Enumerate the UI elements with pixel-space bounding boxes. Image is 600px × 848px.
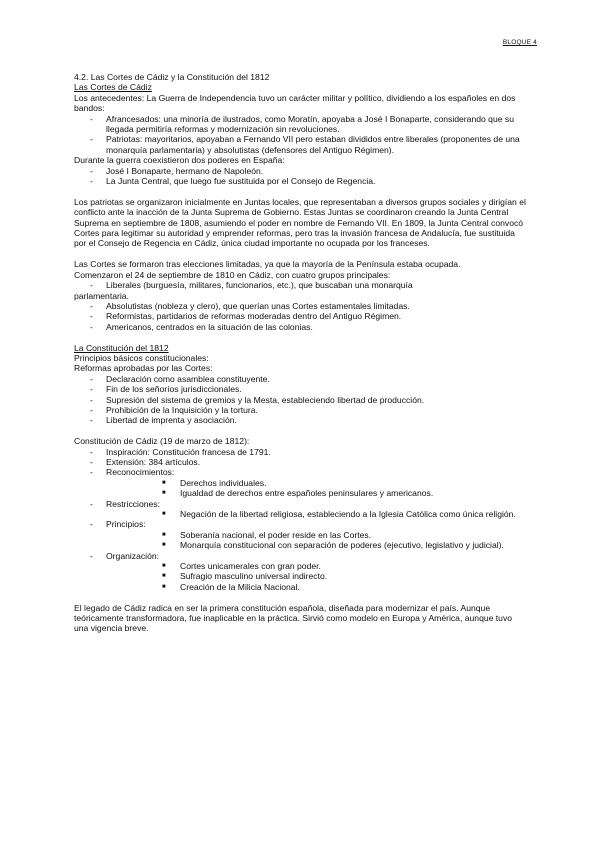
dash-marker: - (90, 404, 93, 415)
paragraph-cortes-1: Las Cortes se formaron tras elecciones limitadas, ya que la mayoría de la Península estaba ocupada. (74, 259, 461, 270)
sub-list-item: ■ Sufragio masculino universal indirecto. (74, 571, 526, 581)
section-heading-cortes: Las Cortes de Cádiz (74, 82, 152, 93)
list-item: - Libertad de imprenta y asociación. (74, 415, 526, 425)
dash-marker: - (90, 321, 93, 332)
dash-marker: - (90, 519, 93, 530)
dash-marker: - (90, 467, 93, 478)
sub-list-item: ■ Creación de la Milicia Nacional. (74, 582, 526, 592)
list-item: - Patriotas: mayoritarios, apoyaban a Fernando VII pero estaban divididos entre liberales (proponentes de una monarquía parlamentaria) y absolutistas (defensores del Antiguo Régimen). (74, 134, 526, 155)
list-item: - Extensión: 384 artículos. (74, 457, 526, 467)
dash-marker: - (90, 550, 93, 561)
paragraph-principios: Principios básicos constitucionales: (74, 352, 209, 363)
dash-marker: - (90, 176, 93, 187)
paragraph-legado: El legado de Cádiz radica en ser la primera constitución española, diseñada para modernizar el país. Aunque teóricamente transformadora, fue inaplicable en la práctica. Sirvió como modelo en Europa y América, aunque tuvo una vigencia breve. (74, 602, 513, 634)
dash-marker: - (90, 280, 93, 291)
dash-marker: - (90, 134, 93, 145)
list-item: - Americanos, centrados en la situación de las colonias. (74, 322, 526, 332)
square-marker: ■ (162, 490, 166, 497)
document-body (74, 72, 526, 634)
paragraph-antecedentes: Los antecedentes: La Guerra de Independencia tuvo un carácter militar y político, dividiendo a los españoles en dos bandos: (74, 92, 516, 114)
sub-list-item: ■ Cortes unicamerales con gran poder. (74, 561, 526, 571)
list-item: - Reconocimientos: (74, 467, 526, 477)
paragraph-juntas: Los patriotas se organizaron inicialmente en Juntas locales, que representaban a diversos grupos sociales y dirigían el conflicto ante la inacción de la Junta Suprema de Gobierno. Estas Juntas se coordinaron creando la Junta Central Suprema en septiembre de 1808, asumiendo el poder en nombre de Fernando VII. En 1809, la Junta Central convocó Cortes para legitimar su autoridad y emprender reformas, pero tras la invasión francesa de Andalucía, fue sustituida por el Consejo de Regencia en Cádiz, única ciudad importante no ocupada por los franceses. (74, 196, 526, 249)
dash-marker: - (90, 300, 93, 311)
header-tag: BLOQUE 4 (502, 39, 537, 46)
list-item: - Organización: (74, 551, 526, 561)
dash-marker: - (90, 165, 93, 176)
sub-list-item: ■ Igualdad de derechos entre españoles peninsulares y americanos. (74, 488, 526, 498)
dash-marker: - (90, 446, 93, 457)
square-marker: ■ (162, 542, 166, 549)
list-item: - Declaración como asamblea constituyente. (74, 374, 526, 384)
paragraph-constitucion: Constitución de Cádiz (19 de marzo de 1812): (74, 436, 250, 447)
square-marker: ■ (162, 573, 166, 580)
list-item: - Supresión del sistema de gremios y la Mesta, estableciendo libertad de producción. (74, 395, 526, 405)
paragraph-cortes-2: Comenzaron el 24 de septiembre de 1810 en Cádiz, con cuatro grupos principales: (74, 269, 391, 280)
square-marker: ■ (162, 531, 166, 538)
list-continuation: parlamentaria. (74, 290, 129, 301)
square-marker: ■ (162, 511, 166, 517)
dash-marker: - (90, 384, 93, 395)
sub-list-item: ■ Derechos individuales. (74, 478, 526, 488)
paragraph-poderes: Durante la guerra coexistieron dos poderes en España: (74, 155, 285, 166)
dash-marker: - (90, 456, 93, 467)
dash-marker: - (90, 113, 93, 124)
sub-list-item: ■ Monarquía constitucional con separación de poderes (ejecutivo, legislativo y judicial). (74, 540, 526, 550)
list-item: - Restricciones: (74, 499, 526, 509)
list-item: - Afrancesados: una minoría de ilustrados, como Moratín, apoyaba a José I Bonaparte, considerando que su llegada permitiría reformas y modernización sin revoluciones. (74, 114, 526, 135)
list-item: - Absolutistas (nobleza y clero), que querían unas Cortes estamentales limitadas. (74, 301, 526, 311)
dash-marker: - (90, 373, 93, 384)
paragraph-reformas: Reformas aprobadas por las Cortes: (74, 363, 213, 374)
dash-marker: - (90, 394, 93, 405)
square-marker: ■ (162, 563, 166, 570)
dash-marker: - (90, 498, 93, 509)
dash-marker: - (90, 311, 93, 322)
list-item: - Prohibición de la Inquisición y la tortura. (74, 405, 526, 415)
list-item: - José I Bonaparte, hermano de Napoleón. (74, 166, 526, 176)
sub-list-item: ■ Negación de la libertad religiosa, estableciendo a la Iglesia Católica como única religión. (74, 509, 526, 519)
list-item: - Liberales (burguesía, militares, funcionarios, etc.), que buscaban una monarquía (74, 280, 526, 290)
dash-marker: - (90, 415, 93, 426)
list-item: - Inspiración: Constitución francesa de 1791. (74, 447, 526, 457)
section-heading-constitucion: La Constitución del 1812 (74, 342, 169, 353)
list-item: - Principios: (74, 519, 526, 529)
list-item: - Fin de los señoríos jurisdiccionales. (74, 384, 526, 394)
document-title: 4.2. Las Cortes de Cádiz y la Constitución del 1812 (74, 72, 270, 82)
list-item: - Reformistas, partidarios de reformas moderadas dentro del Antiguo Régimen. (74, 311, 526, 321)
list-item: - La Junta Central, que luego fue sustituida por el Consejo de Regencia. (74, 176, 526, 186)
square-marker: ■ (162, 479, 166, 486)
square-marker: ■ (162, 583, 166, 590)
sub-list-item: ■ Soberanía nacional, el poder reside en las Cortes. (74, 530, 526, 540)
